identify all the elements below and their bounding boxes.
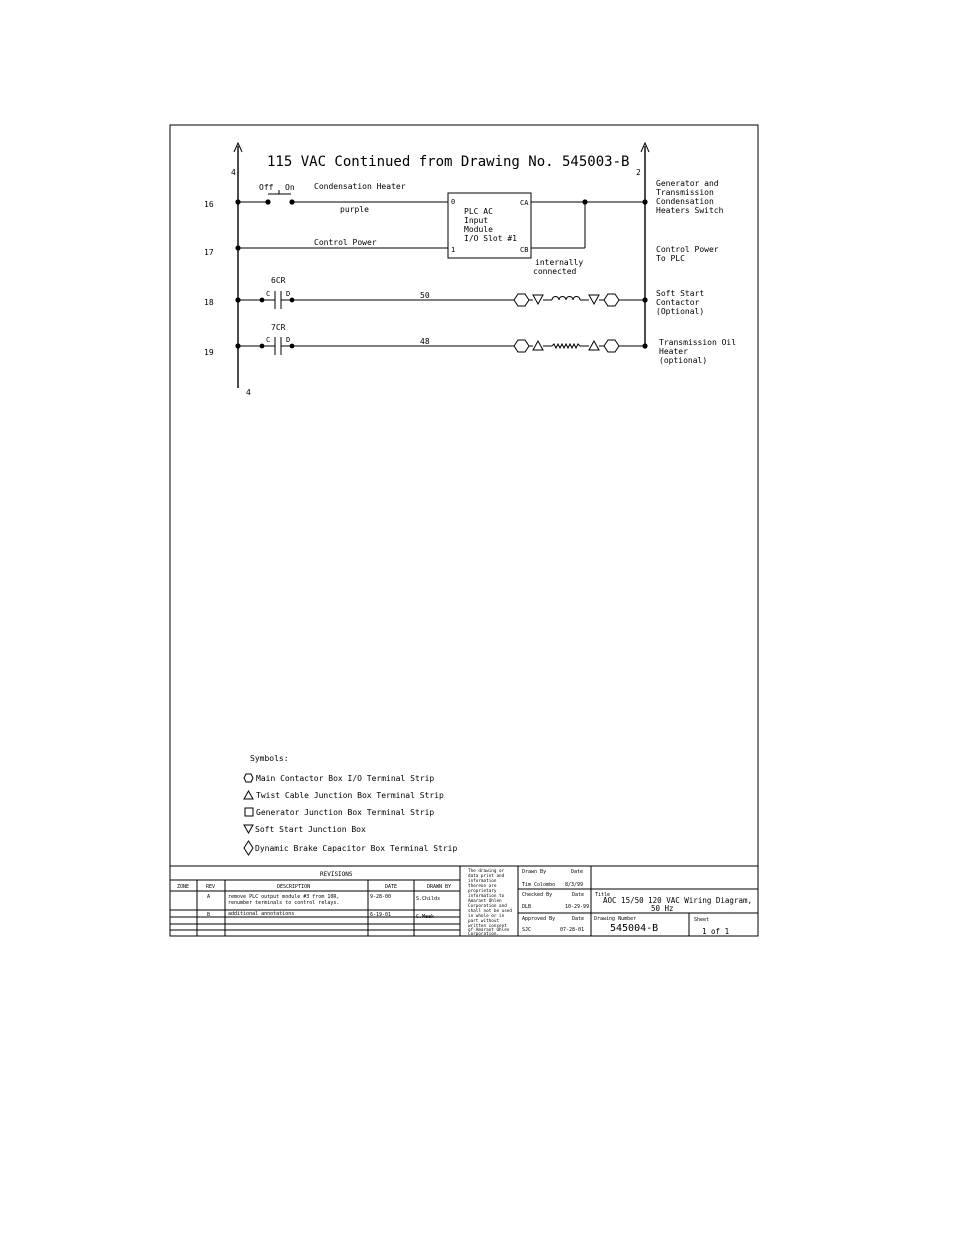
plc-pin-1: 1 [451, 246, 456, 254]
notice-line: information [468, 879, 497, 884]
notice-line: information to [468, 894, 505, 899]
relay-pin-c: C [266, 336, 271, 344]
output-label: Soft Start [656, 289, 705, 298]
revision-rev: A [207, 894, 211, 900]
junction-dot [642, 199, 647, 204]
square-symbol-icon [245, 808, 253, 816]
drawn-by-name: Tim Colombo [522, 882, 556, 888]
column-header: DRAWN BY [427, 884, 452, 890]
column-header: ZONE [177, 884, 190, 890]
triangle-terminal-icon [589, 341, 599, 350]
rung-number: 18 [204, 298, 214, 307]
sheet-label: Sheet [694, 917, 710, 923]
plc-label: I/O Slot #1 [464, 234, 517, 243]
date-label: Date [571, 869, 584, 875]
junction-dot [642, 297, 647, 302]
notice-line: in whole or in [468, 914, 505, 919]
title-label: Title [595, 892, 611, 898]
revision-description: remove PLC output module #3 from 10R, [228, 894, 340, 900]
revision-description: additional annotations [228, 911, 295, 917]
symbol-label: Generator Junction Box Terminal Strip [256, 808, 435, 817]
date-label: Date [572, 916, 585, 922]
relay-pin-d: D [286, 336, 291, 344]
wire-number: 50 [420, 291, 430, 300]
relay-label: 6CR [271, 276, 286, 285]
left-rail-top-label: 4 [231, 168, 236, 177]
inverted-triangle-symbol-icon [244, 825, 253, 833]
revisions-title: REVISIONS [320, 871, 353, 878]
output-label: (Optional) [656, 307, 705, 316]
symbols-title: Symbols: [250, 754, 289, 763]
contactor-coil-icon [552, 297, 580, 301]
column-header: DATE [385, 884, 398, 890]
hexagon-terminal-icon [514, 294, 529, 306]
output-label: Contactor [656, 298, 700, 307]
drawing-title: 50 Hz [651, 904, 674, 913]
approved-date: 07-28-01 [560, 927, 585, 933]
checked-by-name: DLB [522, 904, 532, 910]
notice-line: shall not be used [468, 909, 512, 914]
notice-line: Amarant Ohlen [468, 899, 502, 904]
switch-terminal [265, 199, 270, 204]
proprietary-notice [468, 868, 512, 937]
date-label: Date [572, 892, 585, 898]
checked-date: 10-29-99 [565, 904, 590, 910]
control-power-label: Control Power [314, 238, 377, 247]
rung-number: 16 [204, 200, 214, 209]
approved-by-label: Approved By [522, 916, 556, 922]
triangle-symbol-icon [244, 791, 253, 799]
revision-rev: B [207, 912, 211, 918]
rung-number: 19 [204, 348, 214, 357]
symbol-label: Main Contactor Box I/O Terminal Strip [256, 774, 435, 783]
output-label: Transmission [656, 188, 714, 197]
plc-label: PLC AC [464, 207, 493, 216]
rung-number: 17 [204, 248, 214, 257]
plc-pin-cb: CB [520, 246, 529, 254]
notice-line: thereon are [468, 884, 497, 889]
relay-pin-d: D [286, 290, 291, 298]
sheet-number: 1 of 1 [702, 927, 730, 936]
notice-line: written consent [468, 924, 507, 929]
output-label: Transmission Oil [659, 338, 737, 347]
symbol-label: Dynamic Brake Capacitor Box Terminal Strip [255, 844, 458, 853]
column-header: DESCRIPTION [277, 884, 311, 890]
relay-pin-c: C [266, 290, 271, 298]
revision-date: 6-19-01 [370, 912, 392, 918]
drawing-number-label: Drawing Number [594, 916, 637, 922]
hexagon-terminal-icon [604, 340, 619, 352]
symbol-label: Twist Cable Junction Box Terminal Strip [256, 791, 444, 800]
notice-line: data print and [468, 874, 505, 879]
drawing-number: 545004-B [610, 923, 659, 934]
wire-color-label: purple [340, 205, 369, 214]
drawing-title: AOC 15/50 120 VAC Wiring Diagram, [603, 896, 753, 905]
notice-line: The drawing or [468, 869, 505, 874]
left-rail-bottom-label: 4 [246, 388, 251, 397]
notice-line: Corporation. [468, 932, 500, 937]
hexagon-terminal-icon [514, 340, 529, 352]
junction-dot [642, 343, 647, 348]
output-label: Control Power [656, 245, 719, 254]
notice-line: proprietary [468, 889, 497, 894]
output-label: Condensation [656, 197, 714, 206]
internally-connected-note: connected [533, 267, 577, 276]
output-label: To PLC [656, 254, 685, 263]
heater-resistor-icon [552, 344, 580, 348]
revision-date: 9-28-00 [370, 894, 392, 900]
revision-description: renumber terminals to control relays. [228, 900, 340, 906]
triangle-terminal-icon [533, 341, 543, 350]
plc-label: Input [464, 216, 489, 225]
plc-label: Module [464, 225, 493, 234]
inverted-triangle-terminal-icon [533, 295, 543, 304]
drawn-by-label: Drawn By [522, 869, 547, 875]
output-label: Heater [659, 347, 688, 356]
relay-terminal [260, 298, 265, 303]
notice-line: Corporation and [468, 904, 507, 909]
switch-off-label: Off [259, 183, 274, 192]
drawn-date: 8/3/99 [565, 882, 584, 888]
switch-on-label: On [285, 183, 295, 192]
approved-by-name: SJC [522, 927, 532, 933]
relay-label: 7CR [271, 323, 286, 332]
diamond-symbol-icon [244, 841, 253, 855]
output-label: Generator and [656, 179, 719, 188]
plc-pin-0: 0 [451, 198, 456, 206]
notice-line: part without [468, 919, 500, 924]
hexagon-terminal-icon [604, 294, 619, 306]
column-header: REV [206, 884, 216, 890]
hexagon-symbol-icon [244, 774, 253, 782]
notice-line: of Amarant Ohlen [468, 928, 510, 933]
condensation-heater-label: Condensation Heater [314, 182, 406, 191]
relay-terminal [260, 344, 265, 349]
symbol-label: Soft Start Junction Box [255, 825, 366, 834]
output-label: Heaters Switch [656, 206, 724, 215]
drawing-header: 115 VAC Continued from Drawing No. 545003-B [267, 154, 630, 170]
revision-drawn-by: C.Meek [416, 914, 435, 920]
wire-number: 48 [420, 337, 430, 346]
output-label: (optional) [659, 356, 708, 365]
internally-connected-note: internally [535, 258, 584, 267]
revision-drawn-by: S.Childs [416, 896, 441, 902]
plc-pin-ca: CA [520, 199, 529, 207]
inverted-triangle-terminal-icon [589, 295, 599, 304]
right-rail-top-label: 2 [636, 168, 641, 177]
checked-by-label: Checked By [522, 892, 553, 898]
